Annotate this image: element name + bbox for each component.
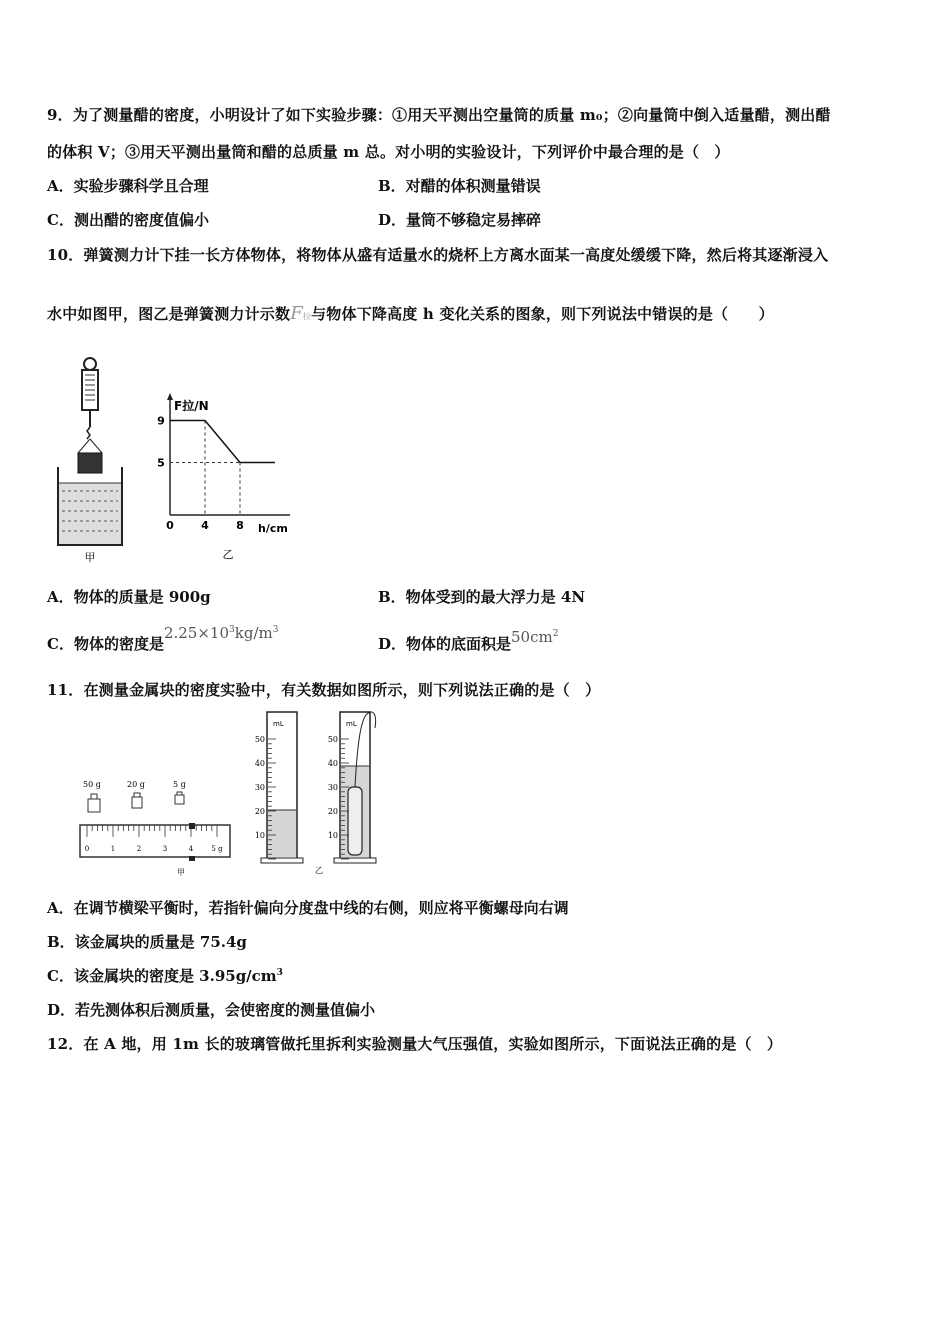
ruler-tick-label: 5 g <box>211 845 223 853</box>
weights-and-rider-illustration <box>75 775 240 885</box>
q10-option-d <box>378 628 559 654</box>
x-tick-label: 8 <box>236 519 244 532</box>
q10-option-d-label: D．物体的底面积是 <box>378 635 512 653</box>
ruler-tick-label: 2 <box>136 845 142 853</box>
q10-option-a: A．物体的质量是 900g <box>47 588 211 606</box>
force-series-line <box>170 421 275 463</box>
chart-xlabel: h/cm <box>258 522 288 535</box>
weight-20g <box>132 797 142 808</box>
q11-option-d: D．若先测体积后测质量，会使密度的测量值偏小 <box>47 1001 376 1019</box>
q11-figure-yi <box>245 710 385 880</box>
fig-yi-caption: 乙 <box>222 548 234 561</box>
rider-marker <box>189 823 195 829</box>
cylinder-tick-label: 30 <box>327 783 338 792</box>
q11-figure-jia <box>75 775 240 885</box>
f-symbol: F <box>290 303 303 324</box>
x-tick-label: 0 <box>166 519 174 532</box>
q9-option-a: A．实验步骤科学且合理 <box>47 177 209 195</box>
spring-scale-beaker-illustration <box>50 355 140 565</box>
density-unit-exponent: 3 <box>272 625 279 635</box>
weight-50g-label: 50 g <box>83 780 101 789</box>
cylinder-tick-label: 50 <box>254 735 265 744</box>
y-tick-label: 9 <box>157 414 165 428</box>
metal-block <box>348 787 362 855</box>
ruler-tick-label: 0 <box>84 845 90 853</box>
cylinder-left-water <box>268 810 296 857</box>
weight-20g-label: 20 g <box>127 780 145 789</box>
chart-ylabel: F拉/N <box>174 399 209 413</box>
graduated-cylinders-illustration <box>245 710 385 880</box>
ruler-tick-label: 4 <box>188 845 194 853</box>
q10-option-c <box>47 624 279 654</box>
weight-50g <box>88 799 100 812</box>
area-formula <box>511 628 558 646</box>
cylinder-tick-label: 20 <box>327 807 338 816</box>
q10-stem-line2-post: 与物体下降高度 h 变化关系的图象，则下列说法中错误的是（ ） <box>311 305 774 323</box>
y-tick-label: 5 <box>157 456 165 470</box>
density-mantissa: 2.25×10 <box>163 624 230 642</box>
q10-stem-line2 <box>47 303 774 324</box>
q11-option-b: B．该金属块的质量是 75.4g <box>47 933 247 951</box>
q10-stem-line2-pre: 水中如图甲，图乙是弹簧测力计示数 <box>47 305 291 323</box>
cylinder-tick-label: 20 <box>254 807 265 816</box>
weight-5g <box>175 795 184 804</box>
cylinder-tick-label: 30 <box>254 783 265 792</box>
q11-option-c-text: C．该金属块的密度是 3.95g/cm <box>47 967 277 985</box>
cylinder-tick-label: 40 <box>327 759 338 768</box>
density-formula <box>164 624 279 642</box>
area-exponent: 2 <box>552 629 559 639</box>
fig-jia-caption: 甲 <box>84 551 96 564</box>
cylinder-left-unit: mL <box>273 720 284 728</box>
q9-option-c: C．测出醋的密度值偏小 <box>47 211 209 229</box>
q10-stem-line1: 10．弹簧测力计下挂一长方体物体，将物体从盛有适量水的烧杯上方离水面某一高度处缓缓下降，然后将其逐渐浸入 <box>47 246 829 264</box>
cylinder-tick-label: 10 <box>254 831 265 840</box>
q11-option-c-exponent: 3 <box>276 968 283 978</box>
q10-figure-jia <box>50 355 140 565</box>
weight-5g-label: 5 g <box>173 780 186 789</box>
cylinder-tick-label: 10 <box>327 831 338 840</box>
q10-option-b: B．物体受到的最大浮力是 4N <box>378 588 586 606</box>
q12-stem-line1: 12．在 A 地，用 1m 长的玻璃管做托里拆利实验测量大气压强值，实验如图所示，下面说法正确的是（ ） <box>47 1035 783 1053</box>
density-exponent: 3 <box>229 625 235 635</box>
cylinder-tick-label: 40 <box>254 759 265 768</box>
fig-q11-jia-caption: 甲 <box>177 868 185 877</box>
ruler-tick-label: 1 <box>110 845 116 853</box>
fig-q11-yi-caption: 乙 <box>315 866 323 875</box>
x-tick-label: 4 <box>201 519 209 532</box>
q9-stem-line1: 9．为了测量醋的密度，小明设计了如下实验步骤：①用天平测出空量筒的质量 m₀；②向量筒中倒入适量醋，测出醋 <box>47 106 831 124</box>
q11-option-c <box>47 965 283 986</box>
q11-option-a: A．在调节横梁平衡时，若指针偏向分度盘中线的右侧，则应将平衡螺母向右调 <box>47 899 569 917</box>
f-pull-symbol <box>290 303 311 324</box>
q9-stem-line2: 的体积 V；③用天平测出量筒和醋的总质量 m 总。对小明的实验设计，下列评价中最合理的是（ ） <box>47 143 730 161</box>
cylinder-tick-label: 50 <box>327 735 338 744</box>
q10-option-c-label: C．物体的密度是 <box>47 635 164 653</box>
ruler-tick-label: 3 <box>162 845 168 853</box>
f-symbol-sub: 拉 <box>302 312 312 321</box>
force-height-chart <box>150 390 295 565</box>
q9-option-b: B．对醋的体积测量错误 <box>378 177 541 195</box>
density-unit: kg/m <box>234 624 273 642</box>
area-value: 50cm <box>511 628 553 646</box>
q11-stem-line1: 11．在测量金属块的密度实验中，有关数据如图所示，则下列说法正确的是（ ） <box>47 681 601 699</box>
q9-option-d: D．量筒不够稳定易摔碎 <box>378 211 542 229</box>
cylinder-right-unit: mL <box>346 720 357 728</box>
q10-figure-yi <box>150 390 295 565</box>
